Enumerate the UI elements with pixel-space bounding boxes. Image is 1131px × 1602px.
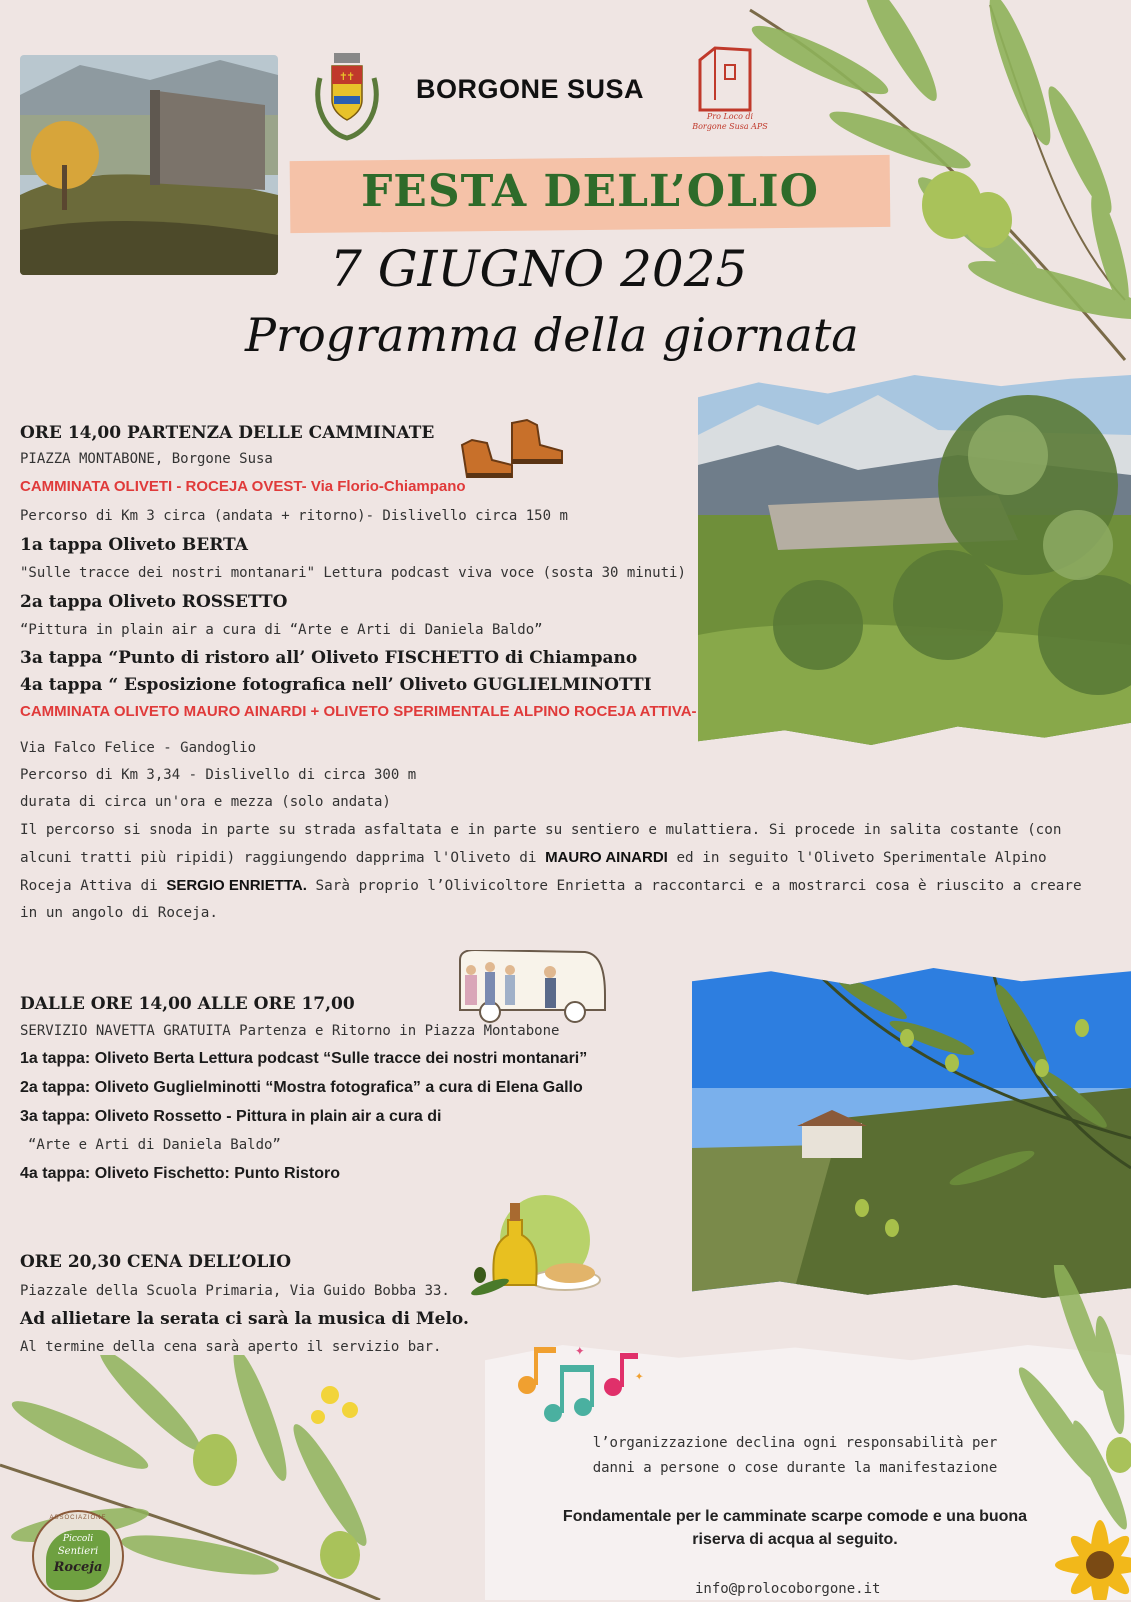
dinner-bar: Al termine della cena sarà aperto il servizio bar.: [20, 1339, 442, 1355]
walks-heading: ORE 14,00 PARTENZA DELLE CAMMINATE: [20, 423, 435, 443]
shuttle-bus-icon: [455, 950, 610, 1025]
event-title: FESTA DELL’OLIO: [361, 166, 819, 217]
walk2-desc-bold-enrietta: SERGIO ENRIETTA.: [166, 877, 307, 894]
walk2-street: Via Falco Felice - Gandoglio: [20, 740, 257, 756]
shuttle-stage4: 4a tappa: Oliveto Fischetto: Punto Ristoro: [20, 1165, 341, 1182]
walk1-stage2: 2a tappa Oliveto ROSSETTO: [20, 592, 288, 612]
shuttle-stage3: 3a tappa: Oliveto Rossetto - Pittura in plain air a cura di: [20, 1108, 442, 1125]
walk1-stage2-desc: “Pittura in plain air a cura di “Arte e Arti di Daniela Baldo”: [20, 622, 543, 638]
hiking-boots-icon: [457, 415, 567, 480]
walks-start-place: PIAZZA MONTABONE, Borgone Susa: [20, 451, 273, 467]
walk-advice: Fondamentale per le camminate scarpe comode e una buona riserva di acqua al seguito.: [562, 1508, 1028, 1548]
shuttle-service: SERVIZIO NAVETTA GRATUITA Partenza e Ritorno in Piazza Montabone: [20, 1023, 560, 1039]
olive-branch-bottom-right: [1000, 1265, 1131, 1600]
walk1-stage1: 1a tappa Oliveto BERTA: [20, 535, 248, 555]
pro-loco-caption-line2: Borgone Susa APS: [692, 122, 768, 131]
dinner-music: Ad allietare la serata ci sarà la musica di Melo.: [20, 1309, 469, 1329]
walk2-desc-part2: ed in seguito l'Oliveto Sperimentale Alpino Roceja Attiva di: [20, 850, 1047, 894]
town-coat-of-arms-icon: [312, 38, 382, 143]
walk2-desc-bold-ainardi: MAURO AINARDI: [545, 849, 668, 866]
program-subtitle: Programma della giornata: [245, 308, 859, 362]
walk1-stage3: 3a tappa “Punto di ristoro all’ Oliveto FISCHETTO di Chiampano: [20, 648, 638, 668]
pro-loco-logo-icon: [685, 40, 765, 120]
pro-loco-logo-caption: [680, 112, 780, 132]
town-name: BORGONE SUSA: [416, 74, 645, 104]
shuttle-heading: DALLE ORE 14,00 ALLE ORE 17,00: [20, 994, 355, 1014]
music-notes-icon: [515, 1335, 650, 1425]
association-logo-line2: Sentieri: [57, 1546, 99, 1557]
association-logo-top: ASSOCIAZIONE: [49, 1515, 107, 1521]
disclaimer-line1: l’organizzazione declina ogni responsabilità per: [592, 1435, 998, 1451]
svg-text:✦: ✦: [635, 1368, 644, 1384]
shuttle-stage3-cont: “Arte e Arti di Daniela Baldo”: [28, 1137, 281, 1153]
walk1-stage4: 4a tappa “ Esposizione fotografica nell’ Oliveto GUGLIELMINOTTI: [20, 675, 652, 695]
walk2-title: CAMMINATA OLIVETO MAURO AINARDI + OLIVETO SPERIMENTALE ALPINO ROCEJA ATTIVA-: [20, 703, 697, 720]
walk2-duration: durata di circa un'ora e mezza (solo andata): [20, 794, 391, 810]
svg-text:✝✝: ✝✝: [339, 69, 355, 83]
shuttle-stage1: 1a tappa: Oliveto Berta Lettura podcast “Sulle tracce dei nostri montanari”: [20, 1050, 588, 1067]
disclaimer-line2: danni a persone o cose durante la manifestazione: [592, 1460, 998, 1476]
walk2-desc-part3: Sarà proprio l’Olivicoltore Enrietta a raccontarci e a mostrarci cosa è riuscito a creare in un angolo di Roceja.: [20, 878, 1082, 921]
association-logo: [32, 1510, 124, 1602]
dinner-heading: ORE 20,30 CENA DELL’OLIO: [20, 1252, 292, 1272]
tower-photo: [20, 55, 278, 275]
olive-branches-photo: [692, 968, 1131, 1298]
svg-text:✦: ✦: [575, 1340, 585, 1359]
association-logo-line3: Roceja: [53, 1560, 103, 1575]
event-date: 7 GIUGNO 2025: [330, 240, 748, 298]
pro-loco-caption-line1: Pro Loco di: [706, 112, 754, 121]
walk1-route: Percorso di Km 3 circa (andata + ritorno)- Dislivello circa 150 m: [20, 508, 568, 524]
walk2-route: Percorso di Km 3,34 - Dislivello di circa 300 m: [20, 767, 417, 783]
contact-email: info@prolocoborgone.it: [695, 1581, 881, 1597]
walk1-title: CAMMINATA OLIVETI - ROCEJA OVEST- Via Florio-Chiampano: [20, 478, 466, 495]
dinner-place: Piazzale della Scuola Primaria, Via Guido Bobba 33.: [20, 1283, 450, 1299]
olive-grove-photo: [698, 375, 1131, 745]
walk1-stage1-desc: "Sulle tracce dei nostri montanari" Lettura podcast viva voce (sosta 30 minuti): [20, 565, 686, 581]
association-logo-line1: Piccoli: [62, 1534, 94, 1544]
walk2-desc-part1: Il percorso si snoda in parte su strada asfaltata e in parte su sentiero e mulattiera. Si procede in salita costante (con alcuni tratti più ripidi) raggiungendo dapprima l'Oliveto di: [20, 822, 1062, 866]
shuttle-stage2: 2a tappa: Oliveto Guglielminotti “Mostra fotografica” a cura di Elena Gallo: [20, 1079, 583, 1096]
walk2-description: [20, 817, 1090, 927]
olive-oil-bottle-icon: [470, 1195, 605, 1305]
